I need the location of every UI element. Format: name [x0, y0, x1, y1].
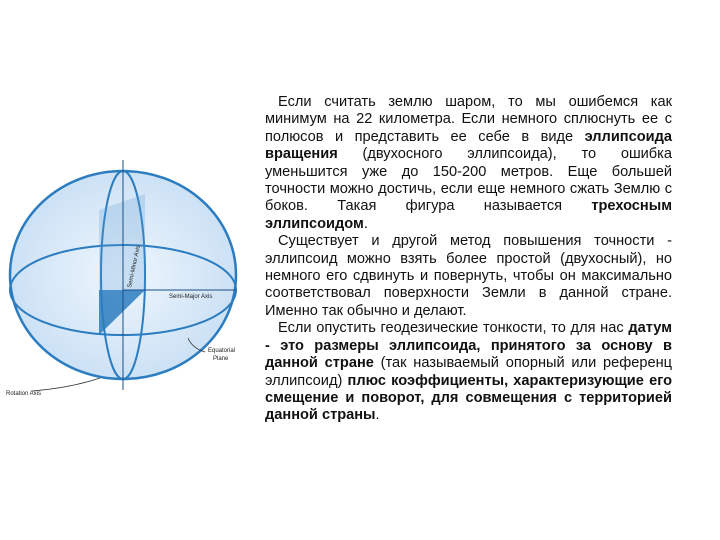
- shaded-quadrant-upper: [99, 194, 145, 290]
- paragraph-run: эллипсоида вращения: [265, 128, 672, 163]
- paragraph-2: [265, 233, 672, 320]
- paragraph-run: трехосным эллипсоидом: [265, 198, 672, 232]
- paragraph-1: [265, 94, 672, 233]
- rotation-pointer: [32, 378, 100, 391]
- rotation-axis-label: Rotation Axis: [6, 391, 42, 397]
- equatorial-plane-label-2: Plane: [213, 356, 229, 362]
- ellipsoid-diagram: [0, 150, 262, 400]
- paragraph-run: плюс коэффициенты, характеризующие его смещение и поворот, для совмещения с территорией данной страны: [265, 372, 672, 424]
- paragraph-run: .: [363, 215, 368, 232]
- paragraph-run: Существует и другой метод повышения точности - эллипсоид можно взять более простой (двухосный), но немного его сдвинуть и повернуть, чтобы он максимально соответствовал поверхности Земли в данной стране. Именно так обычно и делают.: [265, 233, 672, 319]
- paragraph-run: .: [375, 407, 380, 424]
- paragraph-3: [265, 320, 672, 424]
- semi-major-axis-label: Semi-Major Axis: [169, 294, 213, 300]
- paragraph-run: (так называемый опорный или референц эллипсоид): [265, 355, 672, 389]
- paragraph-run: Если считать землю шаром, то мы ошибемся как минимум на 22 километра. Если немного сплюснуть ее с полюсов и представить ее себе в виде: [265, 94, 672, 145]
- body-text: [265, 94, 672, 425]
- semi-minor-axis-label: Semi-Minor Axis: [127, 244, 142, 289]
- paragraph-run: (двухосного эллипсоида), то ошибка уменьшится уже до 150-200 метров. Еще большей точности можно достичь, если еще немного сжать Землю с боков. Такая фигура называется: [265, 146, 672, 215]
- paragraph-run: датум - это размеры эллипсоида, принятого за основу в данной стране: [265, 320, 672, 372]
- paragraph-run: Если опустить геодезические тонкости, то для нас: [278, 320, 629, 337]
- equatorial-plane-label-1: Equatorial: [208, 348, 236, 354]
